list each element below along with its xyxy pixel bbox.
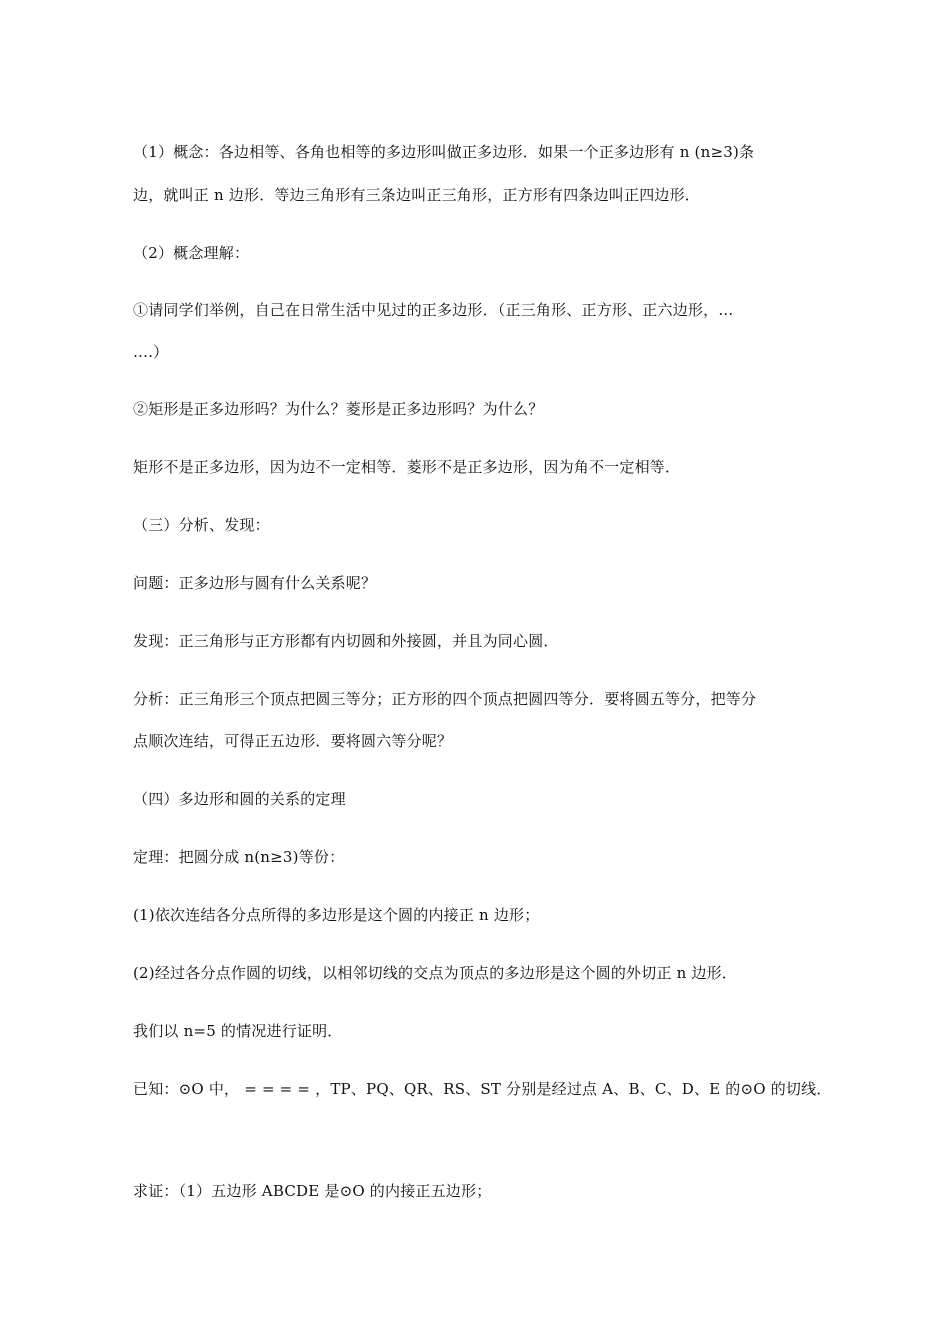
given-statement: 已知：⊙O 中， = = = = ，TP、PQ、QR、RS、ST 分别是经过点 A、B、C、D、E 的⊙O 的切线． — [133, 1080, 832, 1098]
theorem-part-1: (1)依次连结各分点所得的多边形是这个圆的内接正 n 边形； — [133, 906, 540, 924]
theorem-statement: 定理：把圆分成 n(n≥3)等份： — [133, 848, 345, 866]
concept-understanding-heading: （2）概念理解： — [133, 244, 250, 262]
theorem-section-heading: （四）多边形和圆的关系的定理 — [133, 790, 346, 808]
rectangle-rhombus-answer: 矩形不是正多边形，因为边不一定相等．菱形不是正多边形，因为角不一定相等． — [133, 458, 681, 476]
concept-definition-line-1: （1）概念：各边相等、各角也相等的多边形叫做正多边形．如果一个正多边形有 n (n≥3)条 — [133, 143, 755, 161]
analysis-line-2: 点顺次连结，可得正五边形．要将圆六等分呢？ — [133, 732, 453, 750]
proof-intro: 我们以 n=5 的情况进行证明． — [133, 1022, 343, 1040]
analysis-discovery-heading: （三）分析、发现： — [133, 516, 270, 534]
problem-statement: 问题：正多边形与圆有什么关系呢？ — [133, 574, 377, 592]
concept-definition-line-2: 边，就叫正 n 边形．等边三角形有三条边叫正三角形，正方形有四条边叫正四边形． — [133, 186, 701, 204]
discovery-statement: 发现：正三角形与正方形都有内切圆和外接圆，并且为同心圆． — [133, 632, 559, 650]
rectangle-rhombus-question: ②矩形是正多边形吗？为什么？菱形是正多边形吗？为什么？ — [133, 400, 544, 418]
prove-statement: 求证：（1）五边形 ABCDE 是⊙O 的内接正五边形； — [133, 1182, 492, 1200]
example-question-line-1: ①请同学们举例，自己在日常生活中见过的正多边形．（正三角形、正方形、正六边形，… — [133, 301, 734, 319]
theorem-part-2: (2)经过各分点作圆的切线，以相邻切线的交点为顶点的多边形是这个圆的外切正 n 边形． — [133, 964, 738, 982]
analysis-line-1: 分析：正三角形三个顶点把圆三等分；正方形的四个顶点把圆四等分．要将圆五等分，把等分 — [133, 690, 757, 708]
example-question-line-2: ….） — [133, 343, 169, 361]
